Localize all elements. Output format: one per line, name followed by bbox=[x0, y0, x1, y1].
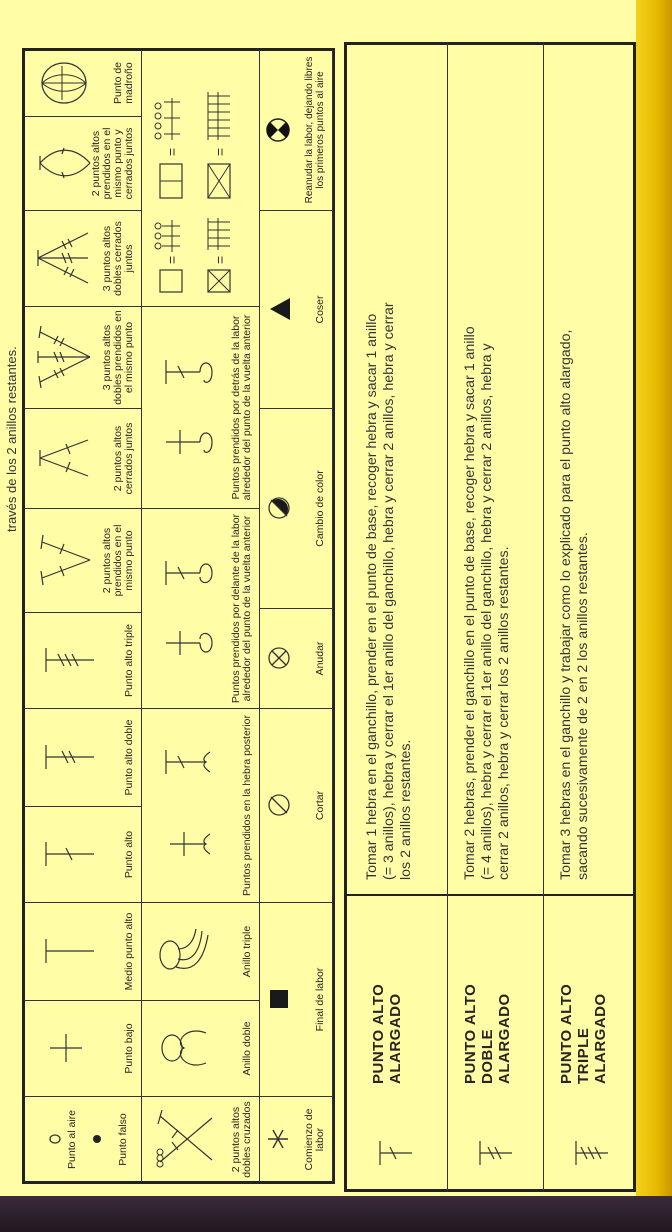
black-square-icon bbox=[268, 989, 290, 1011]
symbol-3dtr-same-stitch bbox=[24, 306, 142, 408]
symbol-end bbox=[260, 902, 333, 1096]
label-comienzo-de-labor: Comienzo de labor bbox=[303, 1108, 326, 1171]
label-2-puntos-altos-dobles-cruzados: 2 puntos altos dobles cruzados bbox=[230, 1101, 253, 1178]
stitch-title-doble-alargado bbox=[462, 984, 513, 1084]
label-cambio-de-color: Cambio de color bbox=[314, 470, 326, 547]
symbol-start bbox=[260, 1096, 333, 1182]
back-post-icons bbox=[156, 333, 216, 483]
puff-icon bbox=[34, 139, 94, 189]
two-dc-fan-icon bbox=[34, 531, 94, 591]
symbol-back-loop bbox=[142, 708, 260, 902]
stitch-desc-line: Tomar 1 hebra en el ganchillo, prender en el punto de base, recoger hebra y sacar 1 anillo bbox=[364, 313, 380, 880]
symbol-resume bbox=[260, 50, 333, 210]
stitch-title-line: ALARGADO bbox=[592, 993, 609, 1084]
slip-stitch-dot-icon bbox=[92, 1135, 102, 1145]
symbol-single-crochet bbox=[24, 1000, 142, 1096]
plus-icon bbox=[46, 1029, 86, 1069]
stitch-title-triple-alargado bbox=[558, 984, 609, 1084]
front-post-icons bbox=[156, 534, 216, 684]
elongated-tr-icon bbox=[476, 1128, 516, 1178]
symbol-bobble bbox=[24, 50, 142, 116]
triple-loop-icon bbox=[154, 924, 214, 980]
stitch-title-line: DOBLE bbox=[479, 1029, 496, 1084]
label-puntos-por-detras: Puntos prendidos por detrás de la labor alrededor del punto de la vuelta anterior bbox=[230, 314, 253, 501]
three-tr-fan-icon bbox=[32, 323, 92, 393]
svg-text:=: = bbox=[164, 255, 180, 264]
chain-oval-icon bbox=[48, 1133, 62, 1147]
svg-text:=: = bbox=[212, 147, 228, 156]
symbol-triple-loop bbox=[142, 902, 260, 1000]
label-medio-punto-alto: Medio punto alto bbox=[123, 912, 135, 991]
double-treble-icon bbox=[38, 641, 98, 681]
label-coser: Coser bbox=[314, 295, 326, 324]
label-final-de-labor: Final de labor bbox=[314, 967, 326, 1032]
symbol-half-double bbox=[24, 902, 142, 1000]
black-triangle-icon bbox=[268, 297, 292, 323]
label-3-puntos-altos-dobles-mismo-punto: 3 puntos altos dobles prendidos en el mismo punto bbox=[101, 310, 135, 405]
crossed-stitches-icon bbox=[152, 1105, 216, 1175]
stitch-desc-line: Tomar 2 hebras, prender el ganchillo en el punto de base, recoger hebra y sacar 1 anillo bbox=[462, 326, 478, 880]
stitch-title-alargado bbox=[370, 984, 404, 1084]
stitch-row-alargado bbox=[344, 42, 448, 1192]
stitch-title-line: ALARGADO bbox=[496, 993, 513, 1084]
svg-text:=: = bbox=[164, 147, 180, 156]
color-change-icon bbox=[266, 496, 292, 522]
symbol-back-post bbox=[142, 306, 260, 508]
label-punto-alto-triple: Punto alto triple bbox=[123, 624, 135, 697]
back-loop-icons bbox=[156, 731, 216, 881]
double-loop-icon bbox=[156, 1024, 212, 1074]
symbol-sew bbox=[260, 210, 333, 408]
stitch-title-line: PUNTO ALTO bbox=[558, 983, 575, 1084]
stitch-title-line: TRIPLE bbox=[575, 1027, 592, 1084]
stitch-desc-triple-alargado bbox=[558, 50, 592, 880]
stitch-desc-line: (= 3 anillos), hebra y cerrar el 1er anillo del ganchillo, hebra y cerrar 2 anillos, hebra y cerrar bbox=[381, 302, 397, 880]
stitch-desc-line: los 2 anillos restantes. bbox=[398, 739, 414, 880]
symbol-color-change bbox=[260, 408, 333, 608]
stitch-desc-line: cerrar 2 anillos, hebra y cerrar los 2 anillos restantes. bbox=[496, 546, 512, 880]
symbol-chain-stitch bbox=[24, 1096, 142, 1182]
symbol-double-loop bbox=[142, 1000, 260, 1096]
symbol-3dtr-together bbox=[24, 210, 142, 306]
label-punto-de-madrono: Punto de madroño bbox=[112, 61, 135, 105]
stitch-desc-line: (= 4 anillos), hebra y cerrar el 1er anillo del ganchillo, hebra y cerrar 2 anillos, hebra y bbox=[479, 343, 495, 880]
symbol-double-treble bbox=[24, 612, 142, 708]
stitch-title-line: PUNTO ALTO bbox=[462, 983, 479, 1084]
label-cortar: Cortar bbox=[314, 790, 326, 821]
stitch-row-doble-alargado bbox=[448, 42, 544, 1192]
stitch-desc-line: Tomar 3 hebras en el ganchillo y trabajar como lo explicado para el punto alto alargado, bbox=[558, 329, 574, 880]
symbol-cut bbox=[260, 708, 333, 902]
symbol-2dc-same-stitch bbox=[24, 508, 142, 612]
stitch-title-line: ALARGADO bbox=[387, 993, 404, 1084]
stitch-desc-alargado bbox=[364, 50, 415, 880]
symbol-repeat-diagrams bbox=[142, 50, 260, 306]
resume-icon bbox=[264, 116, 292, 144]
symbol-2dc-together bbox=[24, 408, 142, 508]
stitch-desc-doble-alargado bbox=[462, 50, 513, 880]
label-punto-alto-doble: Punto alto doble bbox=[123, 719, 135, 796]
repeat-boxes-icons bbox=[150, 58, 250, 298]
treble-crochet-icon bbox=[38, 738, 98, 778]
label-puntos-por-delante: Puntos prendidos por delante de la labor alrededor del punto de la vuelta anterior bbox=[230, 513, 253, 704]
half-double-t-icon bbox=[38, 932, 98, 972]
knot-circle-x-icon bbox=[266, 646, 292, 672]
label-puntos-hebra-posterior: Puntos prendidos en la hebra posterior bbox=[241, 715, 253, 896]
symbol-front-post bbox=[142, 508, 260, 708]
label-punto-bajo: Punto bajo bbox=[123, 1023, 135, 1074]
top-note: través de los 2 anillos restantes. bbox=[4, 346, 19, 532]
label-punto-alto: Punto alto bbox=[123, 830, 135, 879]
cut-circle-slash-icon bbox=[266, 793, 292, 819]
symbol-crossed-dtr bbox=[142, 1096, 260, 1182]
bobble-icon bbox=[36, 58, 92, 108]
symbol-treble-crochet bbox=[24, 708, 142, 806]
svg-text:=: = bbox=[212, 255, 228, 264]
double-crochet-icon bbox=[38, 835, 98, 875]
label-2-puntos-altos-mismo-punto: 2 puntos altos prendidos en el mismo punto bbox=[101, 524, 135, 597]
label-reanudar-la-labor: Reanudar la labor, dejando libres los primeros puntos al aire bbox=[304, 56, 326, 204]
asterisk-icon bbox=[266, 1128, 290, 1152]
label-punto-al-aire: Punto al aire bbox=[66, 1110, 78, 1169]
symbol-2dc-puff bbox=[24, 116, 142, 210]
label-anudar: Anudar bbox=[314, 641, 326, 676]
symbol-knot bbox=[260, 608, 333, 708]
label-2-puntos-altos-cerrados: 2 puntos altos cerrados juntos bbox=[112, 422, 135, 495]
three-tr-cluster-icon bbox=[32, 224, 92, 294]
stitch-row-triple-alargado bbox=[544, 42, 636, 1192]
label-3-puntos-altos-dobles-cerrados: 3 puntos altos dobles cerrados juntos bbox=[101, 221, 135, 296]
stitch-desc-line: sacando sucesivamente de 2 en 2 los anillos restantes. bbox=[575, 532, 591, 880]
elongated-dtr-icon bbox=[572, 1128, 612, 1178]
label-2-puntos-mismo-punto-cerrados: 2 puntos altos prendidos en el mismo punto y cerrados juntos bbox=[90, 127, 135, 200]
label-anillo-triple: Anillo triple bbox=[241, 925, 253, 978]
two-dc-cluster-icon bbox=[34, 429, 94, 489]
stitch-title-line: PUNTO ALTO bbox=[370, 983, 387, 1084]
label-anillo-doble: Anillo doble bbox=[241, 1021, 253, 1076]
symbol-double-crochet bbox=[24, 806, 142, 902]
label-punto-falso: Punto falso bbox=[117, 1113, 129, 1166]
elongated-dc-icon bbox=[376, 1128, 416, 1178]
